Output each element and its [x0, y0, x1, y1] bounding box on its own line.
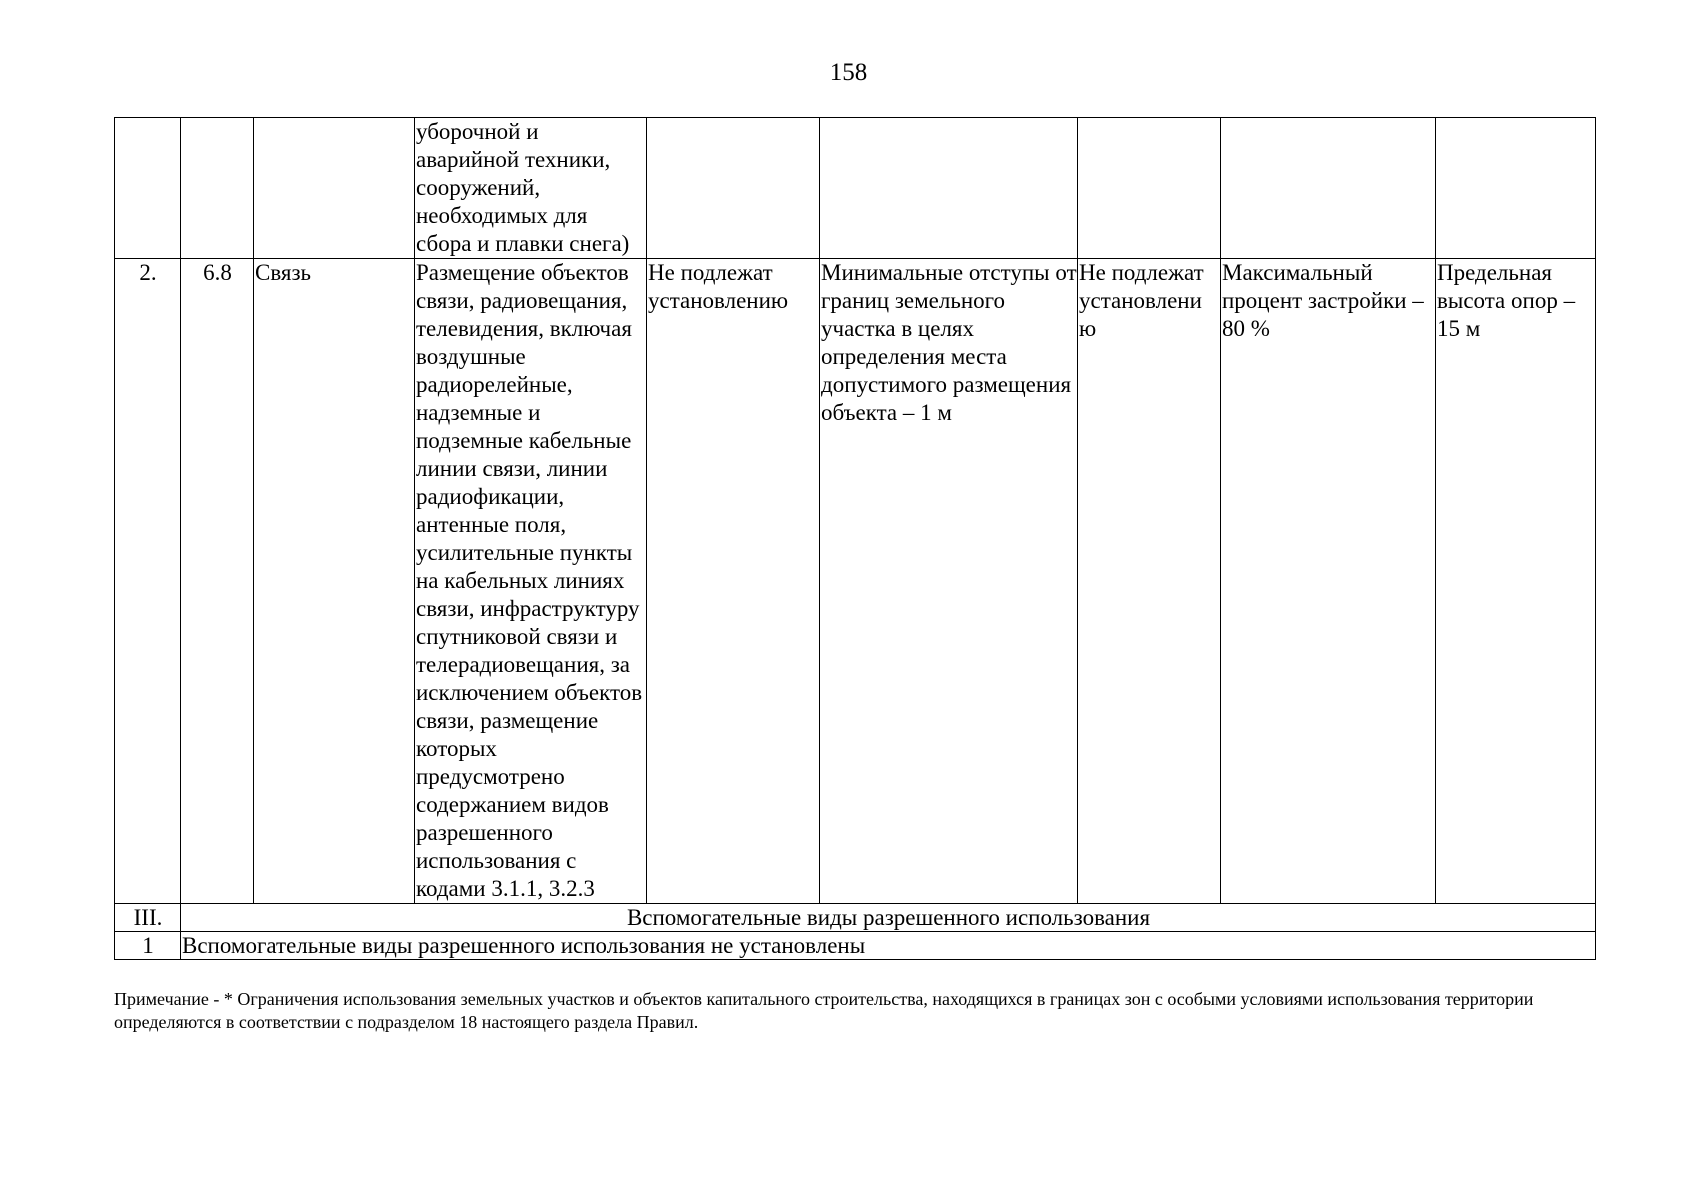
page-number: 158: [829, 59, 868, 86]
cell-code: [181, 118, 254, 259]
cell-name: [254, 118, 415, 259]
table-row-aux: [115, 932, 1596, 960]
table-row-continuation: [115, 118, 1596, 259]
cell-col9: Предельная высота опор – 15 м: [1436, 259, 1596, 904]
cell-col5: Не подлежат установлению: [647, 259, 820, 904]
cell-num: 2.: [115, 259, 181, 904]
cell-col8: [1221, 118, 1436, 259]
footnote: Примечание - * Ограничения использования земельных участков и объектов капитального строительства, находящихся в границах зон с особыми условиями использования территории определяются в соответствии с подразделом 18 настоящего раздела Правил.: [114, 989, 1534, 1032]
zoning-table: [114, 117, 1596, 960]
cell-col9: [1436, 118, 1596, 259]
cell-col7: [1078, 118, 1221, 259]
aux-text: Вспомогательные виды разрешенного использования не установлены: [181, 932, 1596, 960]
aux-num: 1: [115, 932, 181, 960]
cell-name: Связь: [254, 259, 415, 904]
cell-col5: [647, 118, 820, 259]
section-num: III.: [115, 904, 181, 932]
cell-col8: Максимальный процент застройки – 80 %: [1221, 259, 1436, 904]
cell-code: 6.8: [181, 259, 254, 904]
cell-description: уборочной и аварийной техники, сооружений, необходимых для сбора и плавки снега): [415, 118, 647, 259]
cell-num: [115, 118, 181, 259]
section-title: Вспомогательные виды разрешенного использования: [181, 904, 1596, 932]
table-row-communication: [115, 259, 1596, 904]
cell-col7: Не подлежат установлени ю: [1078, 259, 1221, 904]
cell-description: Размещение объектов связи, радиовещания, телевидения, включая воздушные радиорелейные, надземные и подземные кабельные линии связи, линии радиофикации, антенные поля, усилительные пункты на кабельных линиях связи, инфраструктуру спутниковой связи и телерадиовещания, за исключением объектов связи, размещение которых предусмотрено содержанием видов разрешенного использования с кодами 3.1.1, 3.2.3: [415, 259, 647, 904]
section-row-3: [115, 904, 1596, 932]
cell-col6: [820, 118, 1078, 259]
cell-col6: Минимальные отступы от границ земельного участка в целях определения места допустимого размещения объекта – 1 м: [820, 259, 1078, 904]
